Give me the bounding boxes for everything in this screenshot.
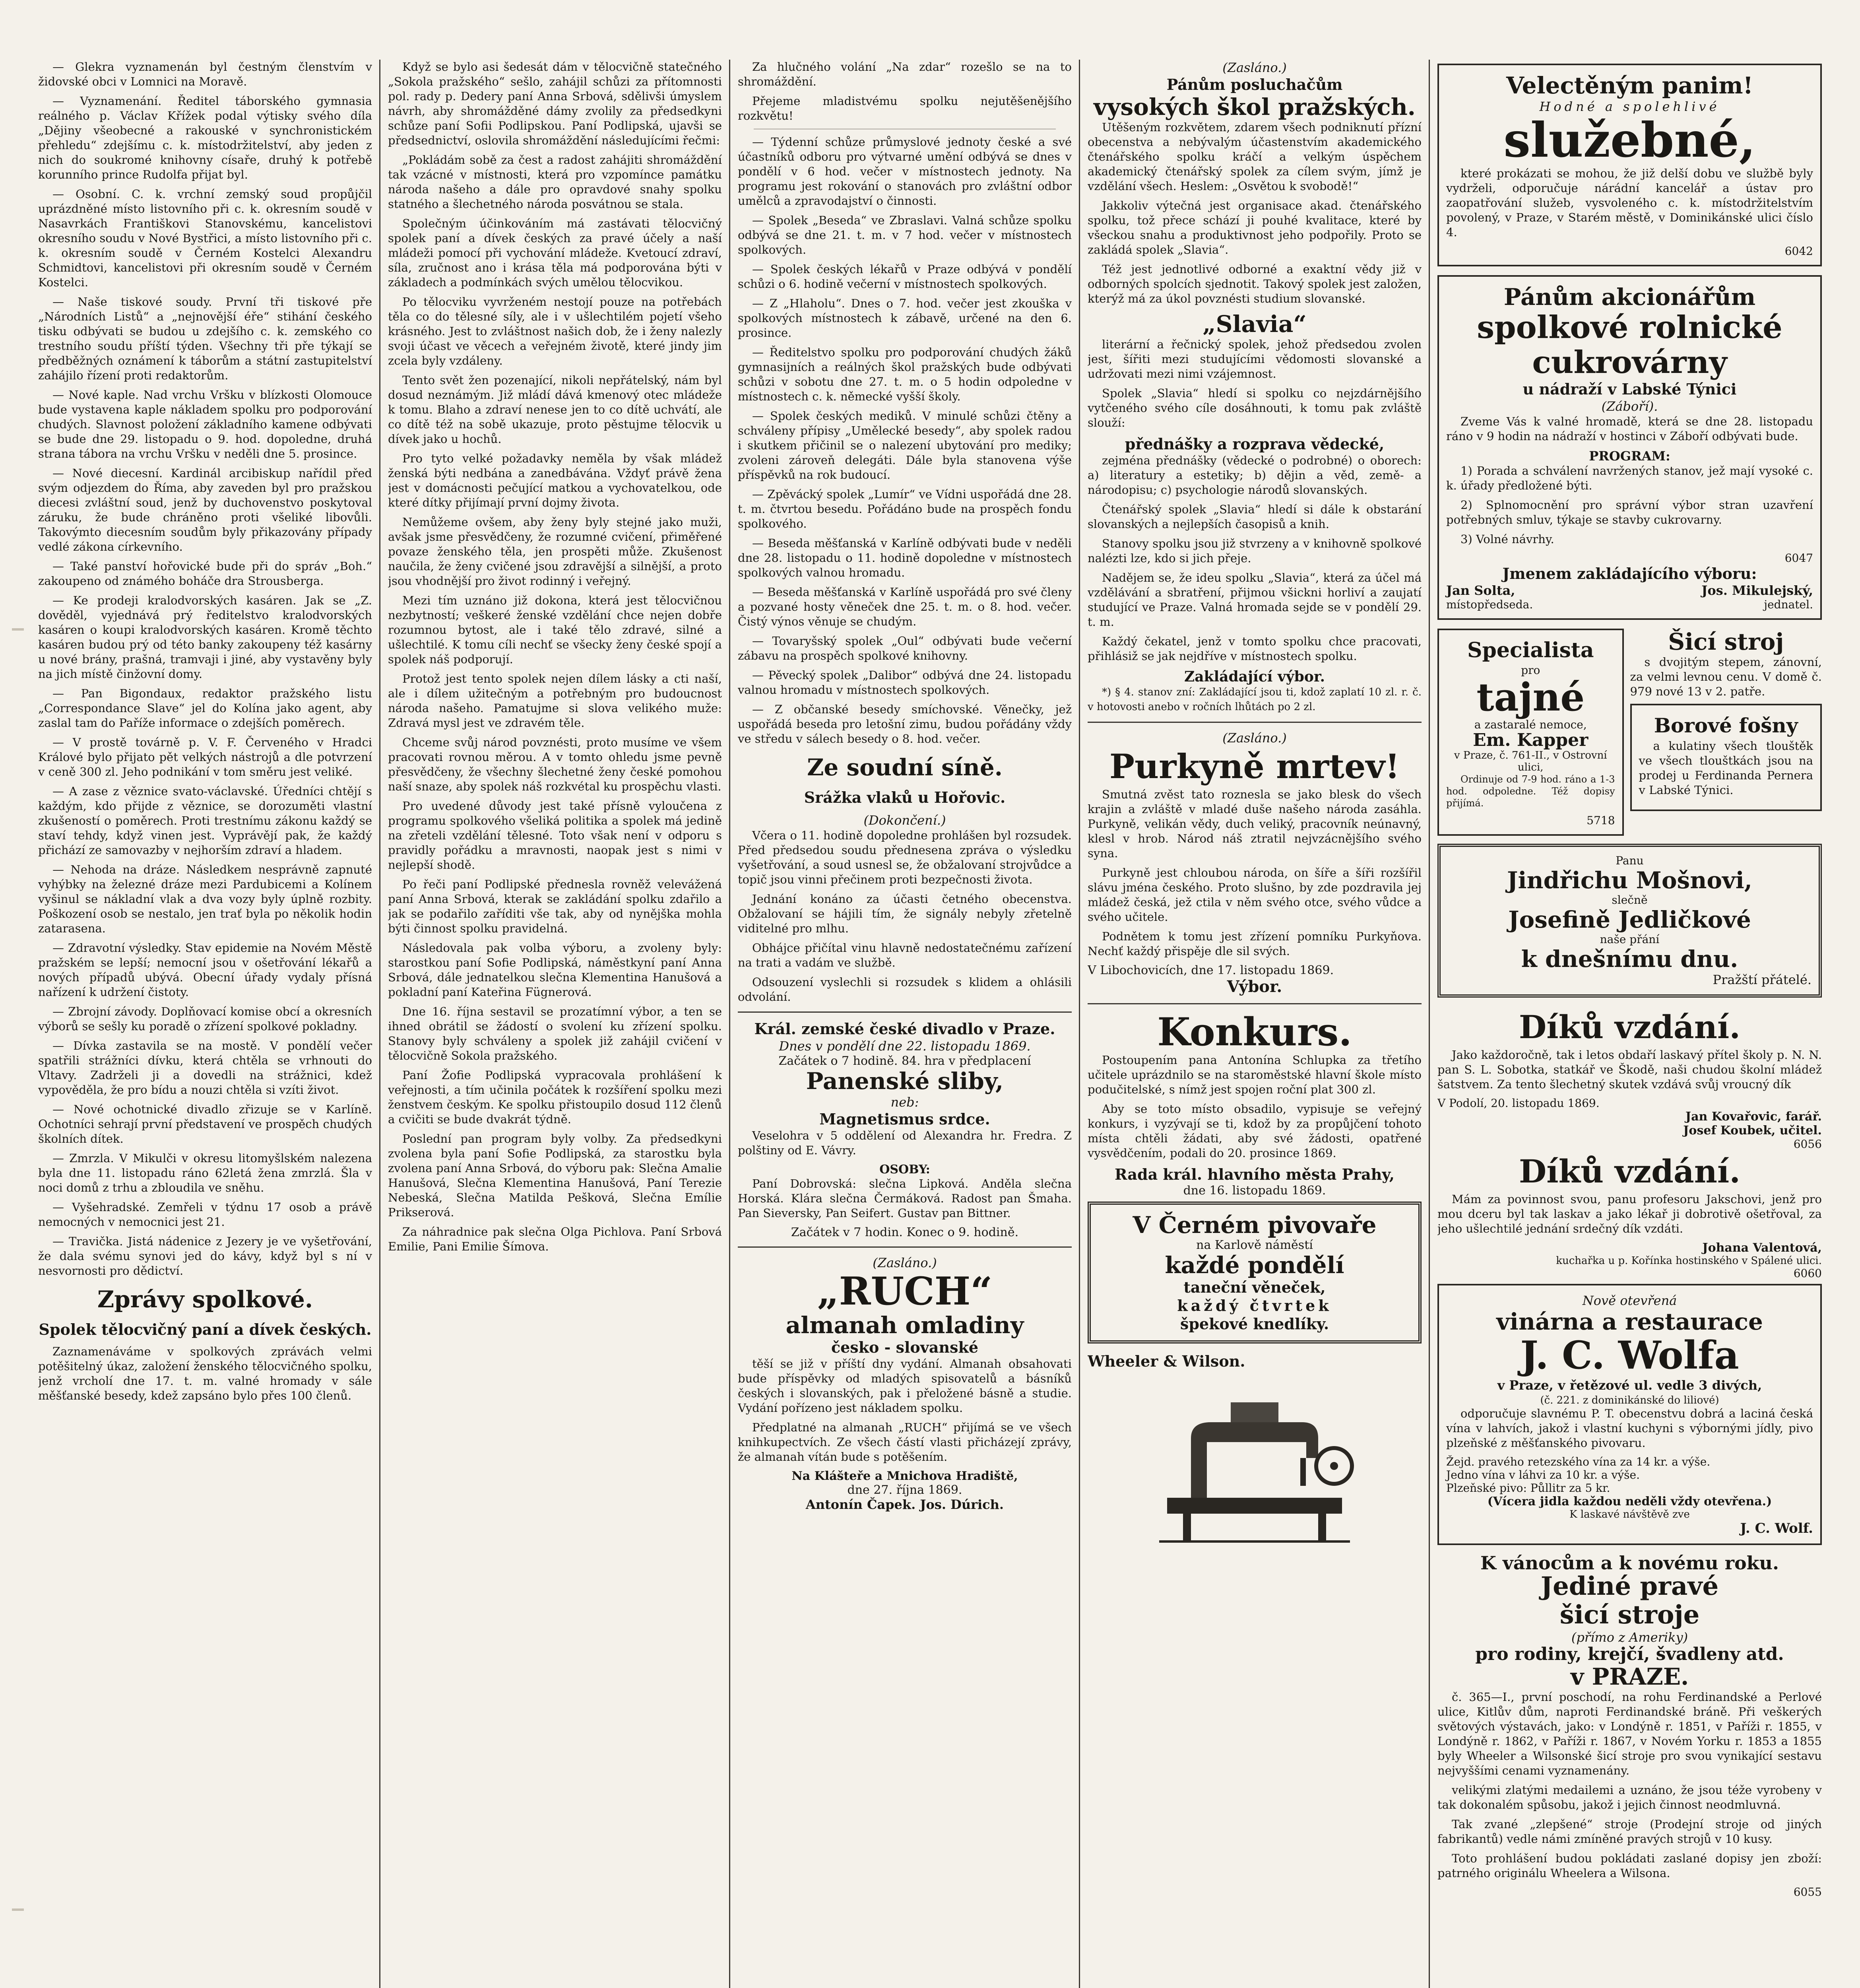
article-body: Nemůžeme ovšem, aby ženy byly stejné jako muži, avšak jsme přesvědčeny, že rozumné cvičení, přiměřené povaze ženského těla, jen prospěti může. Zkušenost naučila, že ženy cvičené jsou zdravější a silnější, a proto jsou vhodnější pro život rodinný i veřejný. <box>388 515 722 588</box>
news-item: — Zbrojní závody. Doplňovací komise obcí a okresních výborů se sešly ku poradě o zřízení spolkové pokladny. <box>38 1005 372 1033</box>
news-item: — Nové kaple. Nad vrchu Vršku v blízkosti Olomouce bude vystavena kaple nákladem spolku pro podporování chudých. Slavnost položení základního kamene odbývati se bude dne 29. listopadu o 9. hod. dopoledne, druhá strana tábora na vrchu Vršku v neděli dne 5. prosince. <box>38 388 372 460</box>
konkurs-title: Konkurs. <box>1157 1010 1352 1054</box>
ad-body: 2) Splnomocnění pro správní výbor stran uzavření potřebných smluv, týkaje se stavby cukrovarny. <box>1446 498 1813 526</box>
news-item: — Spolek „Beseda“ ve Zbraslavi. Valná schůze spolku odbývá se dne 21. t. m. v 7 hod. večer v místnostech spolkových. <box>738 214 1072 256</box>
article-body: těší se již v příští dny vydání. Almanah obsahovati bude příspěvky od mladých spisovatelů a básníků českých i slovanských, pak i přeložené básně a studie. Vydání pořízeno jest nákladem spolku. <box>738 1357 1072 1415</box>
ad-heading: Em. Kapper <box>1473 730 1588 750</box>
news-item: — Nové diecesní. Kardinál arcibiskup nařídil před svým odjezdem do Říma, aby zaveden byl pro pražskou diecesi zvláštní soud, jenž by duchovenstvo poskytoval záruku, že bude chráněno proti všeliké libovůli. Takovýmto diecesním soudům byly přikazovány případy vedlé zákona církevního. <box>38 466 372 553</box>
article-body: Jednání konáno za účasti četného obecenstva. Obžalovaní se hájili tím, že signály nebyly zřetelně viditelné pro mlhu. <box>738 892 1072 935</box>
news-item: — Nehoda na dráze. Následkem nesprávně zapnuté vyhýbky na železné dráze mezi Pardubicemi a Kolínem vyšinul se nákladní vlak a dva vozy byly úplně rozbity. Poškození osob se nestalo, jen trať byla po několik hodin zatarasena. <box>38 863 372 935</box>
sign-place: V Podolí, 20. listopadu 1869. <box>1437 1097 1600 1110</box>
news-item: — Spolek českých mediků. V minulé schůzi čtěny a schváleny přípisy „Umělecké besedy“, aby spolek radou i skutkem přičinil se o nalezení ubytování pro mediky; zvoleni zároveň delegáti. Dále byla stanovena výše příspěvků na rok budoucí. <box>738 409 1072 481</box>
ad-number: 6056 <box>1793 1138 1822 1151</box>
ad-specialista <box>1437 629 1624 836</box>
article-body: Pro tyto velké požadavky neměla by však mládež ženská býti nedbána a zanedbávána. Vždyť právě žena jest v domácnosti pečující matkou a vychovatelkou, ode které dítky přijímají první dojmy života. <box>388 452 722 509</box>
play-title: Magnetismus srdce. <box>819 1110 990 1128</box>
cast-list: Paní Dobrovská: slečna Lipková. Anděla slečna Horská. Klára slečna Čermáková. Radost pan Šmaha. Pan Sieversky, Pan Seifert. Gustav pan Bittner. <box>738 1177 1072 1220</box>
ad-heading: Pánům akcionářům <box>1503 283 1756 311</box>
sign-date: dne 27. října 1869. <box>847 1483 962 1497</box>
news-item: — Z občanské besedy smíchovské. Věnečky, jež uspořádá beseda pro letošní zimu, budou pořádány vždy ve středu v sálech besedy o 8. hod. večer. <box>738 703 1072 746</box>
ad-cukrovarna <box>1437 275 1822 620</box>
ad-line: v Praze, č. 761-II., v Ostrovní ulici, <box>1454 749 1607 773</box>
news-item: — Také panství hořovické bude při do správ „Boh.“ zakoupeno od známého boháče dra Strousberga. <box>38 559 372 588</box>
article-body: Smutná zvěst tato roznesla se jako blesk do všech krajin a zvláště v mladé duše našeho národa zasáhla. Purkyně, velikán vědy, duch veliký, pracovník neúnavný, klesl v hrob. Národ náš ztratil nejvzácnějšího svého syna. <box>1088 788 1422 860</box>
ad-column <box>1630 629 1822 836</box>
sewing-machine-illustration <box>1135 1378 1374 1545</box>
ad-number: 6047 <box>1784 551 1813 565</box>
article-body: Za hlučného volání „Na zdar“ rozešlo se na to shromáždění. <box>738 60 1072 88</box>
ad-body: Toto prohlášení budou pokládati zaslané dopisy jen zboží: patrného originálu Wheelera a Wilsona. <box>1437 1852 1822 1880</box>
ad-heading: Velectěným panim! <box>1506 72 1753 99</box>
ad-line: pro <box>1521 664 1540 677</box>
article-body: Za náhradnice pak slečna Olga Pichlova. Paní Srbová Emilie, Pani Emilie Šímova. <box>388 1225 722 1253</box>
article-body: Obhájce přičítal vinu hlavně nedostatečnému zařízení na trati a vadám ve službě. <box>738 941 1072 969</box>
divider <box>1088 1003 1422 1004</box>
article-body: Podnětem k tomu jest zřízení pomníku Purkyňova. Nechť každý přispěje dle sil svých. <box>1088 930 1422 958</box>
article-heading: Spolek tělocvičný paní a dívek českých. <box>39 1320 372 1338</box>
column-rule <box>379 60 380 1988</box>
article-body: Po řeči paní Podlipské přednesla rovněž velevážená paní Anna Srbová, kterak se zakládání spolku zdařilo a jak se podařilo zaříditi vše tak, aby od nynějška mohla býti činnost spolku pravidelná. <box>388 878 722 935</box>
news-item: — Beseda měšťanská v Karlíně odbývati bude v neděli dne 28. listopadu o 11. hodině dopoledne v místnostech spolkových valnou hromadu. <box>738 536 1072 579</box>
column-5 <box>1437 60 1822 1988</box>
thanks-heading: Díků vzdání. <box>1519 1008 1741 1046</box>
price-line: Jedno vína v láhvi za 10 kr. a výše. <box>1446 1468 1640 1481</box>
signature-role: jednatel. <box>1764 598 1813 611</box>
article-body: Po tělocviku vyvrženém nestojí pouze na potřebách těla co do tělesné síly, ale i v ušlechtilém pojetí všeho krásného. Jest to zvláštnost našich dob, že i ženy nalezly svoji účast ve věcech a veřejném životě, které jindy jim zcela byly vzdáleny. <box>388 295 722 367</box>
ad-heading: spolkové rolnické <box>1477 309 1782 346</box>
article-body: Protož jest tento spolek nejen dílem lásky a cti naší, ale i dílem užitečným a potřebným pro budoucnost národa našeho. Pamatujme si slova velikého muže: Zdravá mysl jest ve zdravém těle. <box>388 672 722 730</box>
theatre-line: Začátek o 7 hodině. 84. hra v předplacení <box>778 1054 1031 1068</box>
ruch-subtitle: česko - slovanské <box>831 1338 979 1356</box>
slavia-title: „Slavia“ <box>1203 311 1307 338</box>
signature: Jan Solta, <box>1446 583 1515 598</box>
ad-heading: vinárna a restaurace <box>1496 1308 1763 1335</box>
article-body: Pro uvedené důvody jest také přísně vyloučena z programu spolkového všeliká politika a spolek má jedině na zřeteli vzdělání tělesné. Toto však není v odporu s pravidly pořádku a mravnosti, naopak jest s nimi v nejlepší shodě. <box>388 799 722 872</box>
signature: J. C. Wolf. <box>1740 1520 1813 1536</box>
ad-heading: cukrovárny <box>1532 344 1727 381</box>
ad-heading: k dnešnímu dnu. <box>1521 945 1738 973</box>
ad-body: odporučuje slavnému P. T. obecenstvu dobrá a laciná česká vína v lahvích, jakož i vlastní kuchyni s výbornými jídly, pivo plzeňské z měšťanského pivovaru. <box>1446 1407 1813 1450</box>
ad-line: slečně <box>1612 893 1648 907</box>
ad-line: každý čtvrtek <box>1177 1297 1332 1314</box>
ruch-subtitle: almanah omladiny <box>786 1312 1024 1339</box>
ad-sluzebne <box>1437 64 1822 266</box>
ad-heading: Specialista <box>1467 638 1594 662</box>
ad-line: Nově otevřená <box>1582 1293 1677 1308</box>
ad-vinarna <box>1437 1284 1822 1545</box>
news-item: — Týdenní schůze průmyslové jednoty české a své účastníků odboru pro výtvarné umění odbývá se dnes v pondělí v 6 hod. večer v místnostech jednoty. Na programu jest rokování o stanovách pro zvláštní odbor umělců a zpravodajství o činnosti. <box>738 135 1072 208</box>
article-body: Aby se toto místo obsadilo, vypisuje se veřejný konkurs, i vyzývají se ti, kdož by za propůjčení tohoto místa chtěli žádati, aby své žádosti, opatřené vysvědčením, podali do 20. prosince 1869. <box>1088 1102 1422 1160</box>
article-body: Včera o 11. hodině dopoledne prohlášen byl rozsudek. Před předsedou soudu přednesena zpráva o výsledku vyšetřování, a soud usnesl se, že obžalovaní strojvůdce a topič jsou vinni přečinem proti bezpečnosti života. <box>738 829 1072 886</box>
ad-line: K laskavé návštěvě zve <box>1569 1508 1690 1520</box>
news-item: — Zmrzla. V Mikulči v okresu litomyšlském nalezena byla dne 11. listopadu ráno 62letá žena zmrzlá. Šla v noci domů z trhu a zbloudila ve sněhu. <box>38 1151 372 1194</box>
ad-line: a zastaralé nemoce, <box>1474 718 1587 731</box>
article-body: literární a řečnický spolek, jehož předsedou zvolen jest, šířiti mezi studujícími vědomosti slovanské a udržovati mezi nimi vzájemnost. <box>1088 338 1422 381</box>
ad-number: 5718 <box>1587 814 1615 827</box>
ww-brand: Wheeler & Wilson. <box>1088 1352 1245 1370</box>
section-heading: Zprávy spolkové. <box>97 1286 313 1313</box>
binding-mark <box>12 628 24 631</box>
ad-line: (č. 221. z dominikánské do liliové) <box>1540 1394 1719 1406</box>
article-body: Paní Žofie Podlipská vypracovala prohlášení k veřejnosti, a tím učinila počátek k rozšíření spolku mezi ženstvem českým. Ke spolku přistoupilo dosud 112 členů a cvičiti se bude dvakrát týdně. <box>388 1068 722 1126</box>
article-body: Nadějem se, že ideu spolku „Slavia“, která za účel má vzdělávání a sbratření, přijmou všickni horliví a zaujatí studující ve Praze. Valná hromada sejde se v pondělí 29. t. m. <box>1088 571 1422 629</box>
thanks-body: Mám za povinnost svou, panu profesoru Jakschovi, jenž pro mou dceru byl tak laskav a jako lékař ji dobrotivě ošetřoval, za jeho ušlechtilé jednání srdečný dík vzdáti. <box>1437 1192 1822 1235</box>
news-item: — Tovaryšský spolek „Oul“ odbývati bude večerní zábavu na prospěch spolkové knihovny. <box>738 634 1072 662</box>
article-body: Každý čekatel, jenž v tomto spolku chce pracovati, přihlásiž se jak nejdříve v místnostech spolku. <box>1088 635 1422 663</box>
ad-number: 6055 <box>1793 1885 1822 1899</box>
ad-line: naše přání <box>1600 933 1660 946</box>
ad-subheading: (Záboří). <box>1601 399 1658 414</box>
ad-heading: J. C. Wolfa <box>1520 1333 1739 1378</box>
play-description: Veselohra v 5 oddělení od Alexandra hr. Fredra. Z polštiny od E. Vávry. <box>738 1129 1072 1157</box>
column-rule <box>1079 60 1080 1988</box>
ad-line: Panu <box>1616 854 1644 867</box>
thanks-body: Jako každoročně, tak i letos obdaří laskavý přítel školy p. N. N. pan S. L. Sobotka, statkář ve Škodě, naši chudou školní mládež šatstvem. Za tento šlechetný skutek vzdává svůj vroucný dík <box>1437 1048 1822 1091</box>
article-body: Následovala pak volba výboru, a zvoleny byly: starostkou paní Sofie Podlipská, náměstkyní paní Anna Srbová, dále jednatelkou slečna Klementina Hanušová a pokladní paní Kateřina Fügnerová. <box>388 941 722 999</box>
ad-number: 6060 <box>1793 1267 1822 1280</box>
ad-body: Ordinuje od 7-9 hod. ráno a 1-3 hod. odpoledne. Též dopisy přijímá. <box>1446 774 1615 809</box>
price-line: Žejd. pravého retezského vína za 14 kr. a výše. <box>1446 1455 1711 1468</box>
sign-place: V Libochovicích, dne 17. listopadu 1869. <box>1088 963 1334 977</box>
ad-heading: u nádraží v Labské Týnici <box>1523 380 1737 398</box>
play-title: Panenské sliby, <box>806 1068 1004 1095</box>
cast-heading: OSOBY: <box>879 1163 930 1176</box>
divider <box>1088 722 1422 723</box>
signature: Josef Koubek, učitel. <box>1683 1124 1822 1138</box>
news-item: — Vyznamenání. Ředitel táborského gymnasia reálného p. Václav Křížek podal výtisky svého díla „Dějiny všeobecné a rakouské v synchronistickém přehledu“ zdejšímu c. k. místodržitelství, aby jeden z nich do soukromé knihovny císaře, druhý k potřebě korunního prince Rudolfa přijat byl. <box>38 94 372 181</box>
ad-prani <box>1437 844 1822 998</box>
signature: Jan Kovařovic, farář. <box>1685 1110 1822 1124</box>
ad-line: špekové knedlíky. <box>1180 1315 1329 1333</box>
ad-heading: Pánům posluchačům <box>1166 76 1343 93</box>
news-item: — Nové ochotnické divadlo zřizuje se v Karlíně. Ochotníci sehrají první představení ve prospěch chudých školních dítek. <box>38 1103 372 1145</box>
article-body: Přejeme mladistvému spolku nejutěšenějšího rozkvětu! <box>738 94 1072 122</box>
newspaper-page <box>38 60 1822 1988</box>
column-2 <box>388 60 722 1988</box>
binding-mark <box>12 1908 24 1911</box>
article-body: Jakkoliv výtečná jest organisace akad. čtenářského spolku, tož přece schází ji pouhé kvalitace, které by všeckou snahu a produktivnost jeho podpořily. Proto se zakládá spolek „Slavia“. <box>1088 199 1422 256</box>
divider <box>738 1011 1072 1013</box>
ad-heading: v PRAZE. <box>1570 1663 1689 1690</box>
article-body: Stanovy spolku jsou již stvrzeny a v knihovně spolkové nalézti lze, kdo si jich přeje. <box>1088 537 1422 565</box>
theatre-end: Začátek v 7 hodin. Konec o 9. hodině. <box>791 1225 1019 1239</box>
news-item: — Glekra vyznamenán byl čestným členstvím v židovské obci v Lomnici na Moravě. <box>38 60 372 88</box>
news-item: — Travička. Jistá nádenice z Jezery je ve vyšetřování, že dala svému synovi jed do kávy, když byl s ní v nesvornosti pro dědictví. <box>38 1235 372 1277</box>
ad-heading: Jindřichu Mošnovi, <box>1507 867 1752 894</box>
signature: Johana Valentová, <box>1702 1241 1822 1255</box>
ad-heading: vysokých škol pražských. <box>1094 93 1416 120</box>
zaslano-label: (Zasláno.) <box>1222 730 1287 746</box>
news-item: — A zase z věznice svato-václavské. Úředníci chtějí s každým, kdo přijde z věznice, se dorozuměti vlastní zkušeností o poměrech. Proti trestnímu zákonu každý se staví tehdy, když vinen jest. Vyprávějí pak, že každý přichází ze samovazby v nejhorším zdraví a hladem. <box>38 784 372 857</box>
news-item: — Vyšehradské. Zemřeli v týdnu 17 osob a právě nemocných v nemocnici jest 21. <box>38 1200 372 1229</box>
ad-place: na Karlově náměstí <box>1196 1238 1313 1252</box>
ad-heading: tajné <box>1476 675 1585 720</box>
article-body: Předplatné na almanah „RUCH“ přijímá se ve všech knihkupectvích. Ze všech částí vlasti přicházejí zprávy, že almanah vítán bude s potěšením. <box>738 1421 1072 1464</box>
price-line: Plzeňské pivo: Půllitr za 5 kr. <box>1446 1481 1610 1495</box>
zaslano-label: (Zasláno.) <box>1222 60 1287 75</box>
news-item: — Beseda měšťanská v Karlíně uspořádá pro své členy a pozvané hosty věneček dne 25. t. m. o 8. hod. večer. Čistý výnos věnuje se chudým. <box>738 585 1072 628</box>
ad-program: PROGRAM: <box>1589 448 1670 464</box>
ad-body: s dvojitým stepem, zánovní, za velmi levnou cenu. V domě č. 979 nové 13 v 2. patře. <box>1630 655 1822 698</box>
ad-fosny <box>1630 704 1822 811</box>
ad-body: a kulatiny všech tlouštěk ve všech tlouštkách jsou na prodej u Ferdinanda Pernera v Labské Týnici. <box>1639 739 1813 797</box>
article-body: Postoupením pana Antonína Schlupka za třetího učitele uprázdnilo se na staroměstské hlavní škole místo podučitelské, s nímž jest spojen roční plat 300 zl. <box>1088 1053 1422 1096</box>
ad-heading: K vánocům a k novému roku. <box>1480 1552 1779 1574</box>
news-item: — Zpěvácký spolek „Lumír“ ve Vídni uspořádá dne 28. t. m. čtvrtou besedu. Pořádáno bude na prospěch fondu spolkového. <box>738 487 1072 530</box>
ad-heading: Jediné pravé <box>1540 1571 1719 1601</box>
news-item: — Dívka zastavila se na mostě. V pondělí večer spatřili strážníci dívku, která chtěla se vrhnouti do Vltavy. Zadrželi ji a dovedli na strážnici, kdež vypověděla, že pro bídu a nouzi chtěla si vzíti život. <box>38 1039 372 1097</box>
column-rule <box>1429 60 1430 1988</box>
article-body: Dne 16. října sestavil se prozatímní výbor, a ten se ihned obrátil se žádostí o svolení ku zřízení spolku. Stanovy byly schváleny a spolek již zahájil cvičení v tělocvičně Sokola pražského. <box>388 1005 722 1062</box>
ad-line: (přímo z Ameriky) <box>1571 1630 1688 1645</box>
sign-place: Na Klášteře a Mnichova Hradiště, <box>791 1469 1018 1483</box>
authority: Rada král. hlavního města Prahy, <box>1114 1165 1395 1183</box>
article-body: Purkyně jest chloubou národa, on šíře a šíři rozšířil slávu jména českého. Proto slušno, by zde pozdravila jej mládež česká, jež ctila v něm svého otce, svého vůdce a svého učitele. <box>1088 866 1422 924</box>
article-body: Utěšeným rozkvětem, zdarem všech podniknutí přízní obecenstva a nebývalým účastenstvím akademického čtenářského spolku kráčí a velkým úspěchem akademický čtenářský spolek za cílem svým, jímž je vzdělání všech. Heslem: „Osvětou k svobodě!“ <box>1088 120 1422 193</box>
ad-line: taneční věneček, <box>1183 1278 1326 1296</box>
news-item: — Pěvecký spolek „Dalibor“ odbývá dne 24. listopadu valnou hromadu v místnostech spolkových. <box>738 668 1072 697</box>
ad-body: č. 365—I., první poschodí, na rohu Ferdinandské a Perlové ulice, Kitlův dům, naproti Ferdinandské bráně. Při veškerých světových výstavách, jako: v Londýně r. 1851, v Paříži r. 1855, v Londýně r. 1862, v Paříži r. 1867, v Novém Yorku r. 1853 a 1855 byly Wheeler a Wilsonské šicí stroje pro svou vynikající sestavu nejvyššími cenami vyznamenány. <box>1437 1690 1822 1777</box>
article-body: Zaznamenáváme v spolkových zprávách velmi potěšitelný úkaz, založení ženského tělocvičného spolku, jenž vrcholí dne 17. t. m. valné hromady v sále měšťanské besedy, kdež zapsáno bylo přes 100 členů. <box>38 1345 372 1402</box>
article-heading: Srážka vlaků u Hořovic. <box>804 788 1006 806</box>
article-body: zejména přednášky (vědecké o podrobné) o oborech: a) literatury a estetiky; b) dějin a věd, země- a národopisu; c) psychologie národů slovanských. <box>1088 454 1422 497</box>
column-3 <box>738 60 1072 1988</box>
play-note: neb: <box>890 1095 919 1110</box>
column-1 <box>38 60 372 1988</box>
signature: Pražští přátelé. <box>1713 972 1812 987</box>
signature: Jos. Mikulejský, <box>1701 583 1813 598</box>
ad-heading: Borové fošny <box>1654 714 1798 737</box>
news-item: — Spolek českých lékařů v Praze odbývá v pondělí schůzi o 6. hodině večerní v místnostech spolkových. <box>738 262 1072 291</box>
news-item: — Osobní. C. k. vrchní zemský soud propůjčil uprázdněné místo listovního při c. k. okresním soudě v Nasavrkách Františkovi Stanovskému, kancelistovi okresního soudu v Nové Bystřici, a místo listovního při c. k. okresním soudě v Černém Kostelci Alexandru Schmidtovi, kancelistovi při okresním soudě v Černém Kostelci. <box>38 187 372 289</box>
theatre-date: Dnes v pondělí dne 22. listopadu 1869. <box>779 1039 1031 1054</box>
ad-pivovar <box>1088 1202 1422 1343</box>
ad-heading: šicí stroje <box>1559 1600 1700 1630</box>
ad-body: které prokázati se mohou, že již delší dobu ve službě byly vydrželi, odporučuje nárádní kancelář a ústav pro zaopatřování služeb, vysvoleného c. k. místodržitelstvím povolený, v Praze, v Starém městě, v Dominikánské ulici číslo 4. <box>1446 167 1813 239</box>
news-item: — Ke prodeji kralodvorských kasáren. Jak se „Z. dověděl, vyjednává prý ředitelstvo kralodvorských kasáren o koupi kralodvorských kasáren. Kromě těchto kasáren budou prý od této banky zakoupeny též kasárny u nové brány, prašná, tramvaji i jiné, aby vystavěny byly na jich místě činžovní domy. <box>38 594 372 681</box>
ad-heading: pro rodiny, krejčí, švadleny atd. <box>1475 1644 1784 1664</box>
ad-number: 6042 <box>1784 245 1813 258</box>
column-rule <box>729 60 730 1988</box>
ad-line: (Vícera jidla každou neděli vždy otevřena.) <box>1487 1495 1772 1508</box>
news-item: — V prostě továrně p. V. F. Červeného v Hradci Králové bylo přijato pět velkých nástrojů a dle potvrzení v ceně 300 zl. Jeho podnikání v tom směru jest veliké. <box>38 736 372 779</box>
authority-date: dne 16. listopadu 1869. <box>1183 1184 1326 1198</box>
thanks-heading: Díků vzdání. <box>1519 1153 1741 1190</box>
zaslano-label: (Zasláno.) <box>873 1255 937 1270</box>
ad-heading: V Černém pivovaře <box>1133 1211 1377 1239</box>
ad-heading: Josefině Jedličkové <box>1508 906 1751 933</box>
article-body: Též jest jednotlivé odborné a exaktní vědy již v odborných spolcích sjednotit. Takový spolek jest založen, kterýž má za úkol povznésti studium slovanské. <box>1088 262 1422 305</box>
article-body: Čtenářský spolek „Slavia“ hledí si dále k obstarání slovanských a nejlepších časopisů a knih. <box>1088 503 1422 531</box>
article-body: „Pokládám sobě za čest a radost zahájiti shromáždění tak vzácné v místnosti, která pro vzpomínce památku národa našeho a dále pro opravdové snahy spolku statného a šlechetného národa posvátnou se stala. <box>388 153 722 211</box>
theatre-heading: Král. zemské české divadlo v Praze. <box>754 1020 1055 1038</box>
signature-role: kuchařka u p. Kořínka hostinského v Spálené ulici. <box>1556 1255 1822 1267</box>
signatures: Antonín Čapek. Jos. Dúrich. <box>805 1497 1004 1512</box>
ad-title: služebné, <box>1503 112 1756 168</box>
ad-line: Jmenem zakládajícího výboru: <box>1502 565 1757 582</box>
ad-signature-roles <box>1446 598 1813 611</box>
ad-body: 3) Volné návrhy. <box>1460 532 1554 546</box>
article-body: Mezi tím uznáno již dokona, která jest tělocvičnou nezbytností; veškeré ženské vzdělání chce nejen dobře rozumnou bytost, ale i také tělo zdravé, silné a ušlechtilé. K tomu cíli nechť se všecky ženy české spojí a spolek náš podporují. <box>388 594 722 666</box>
purkyne-title: Purkyně mrtev! <box>1109 747 1400 786</box>
news-item: — Ředitelstvo spolku pro podporování chudých žáků gymnasijních a reálných škol pražských bude odbývati schůzi v sobotu dne 27. t. m. o 5 hodin odpoledne v místnostech c. k. německé vyšší školy. <box>738 346 1072 403</box>
ad-body: velikými zlatými medailemi a uznáno, že jsou téže vyrobeny v tak dokonalém spůsobu, jakož i jejich činnost neodmluvná. <box>1437 1783 1822 1811</box>
ad-heading: Šicí stroj <box>1668 628 1784 655</box>
article-body: Když se bylo asi šedesát dám v tělocvičně statečného „Sokola pražského“ sešlo, zahájil schůzi za přítomnosti pol. rady p. Dedery paní Anna Srbová, sdělivši úmyslem návrh, aby shromážděné dámy zvolily za předsedkyni schůze paní Sofii Podlipskou. Paní Podlipská, ujavši se předsednictví, oslovila shromáždění následujícími řečmi: <box>388 60 722 147</box>
signature-role: místopředseda. <box>1446 598 1533 611</box>
ad-line: v Praze, v řetězové ul. vedle 3 divých, <box>1497 1378 1762 1393</box>
signature: Výbor. <box>1227 977 1282 996</box>
news-item: — Zdravotní výsledky. Stav epidemie na Novém Městě pražském se lepší; nemocní jsou v ošetřování lékařů a nových případů ubývá. Obecní úřady vydaly přísná nařízení k udržení čistoty. <box>38 941 372 999</box>
ad-line: každé pondělí <box>1165 1252 1344 1279</box>
column-4 <box>1088 60 1422 1988</box>
ruch-title: „RUCH“ <box>817 1269 993 1314</box>
divider <box>738 1246 1072 1248</box>
ad-row <box>1437 629 1822 836</box>
article-body: Tento svět žen pozenající, nikoli nepřátelský, nám byl dosud neznámým. Již mládí dává kmenový otec mládeže k tomu. Blaho a zdraví nenese jen to co dítě uchvátí, ale co dítě též na sobě ukazuje, proto pěstujme tělocvik u dívek jako u hochů. <box>388 373 722 446</box>
news-item: — Pan Bigondaux, redaktor pražského listu „Correspondance Slave“ jel do Kolína jako agent, aby zaslal tam do Paříže informace o zdejších poměrech. <box>38 687 372 730</box>
article-body: Poslední pan program byly volby. Za předsedkyni zvolena byla paní Sofie Podlipská, za starostku byla zvolena paní Anna Srbová, do výboru pak: Slečna Amalie Hanušová, Slečna Klementina Hanušová, Paní Terezie Nebeská, Slečna Matilda Pešková, Slečna Emílie Prikserová. <box>388 1132 722 1219</box>
article-heading: přednášky a rozprava vědecké, <box>1125 435 1385 453</box>
signature: Zakládající výbor. <box>1184 668 1325 685</box>
section-heading: Ze soudní síně. <box>807 754 1003 781</box>
ad-body: 1) Porada a schválení navržených stanov, jež mají vysoké c. k. úřady předložené býti. <box>1446 464 1813 492</box>
ad-body: Tak zvané „zlepšené“ stroje (Prodejní stroje od jiných fabrikantů) vedle námi zmíněné pravých strojů v 10 kusy. <box>1437 1817 1822 1846</box>
ad-body: Zveme Vás k valné hromadě, která se dne 28. listopadu ráno v 9 hodin na nádraží v hostinci v Záboří odbývati bude. <box>1446 415 1813 443</box>
news-item: — Naše tiskové soudy. První tři tiskové pře „Národních Listů“ a „nejnovější éře“ stihání českého tisku odbývati se budou u zdejšího c. k. zemského co trestního soudu příští týden. Všechny tři pře týkají se předběžných oznámení k táborům a státní zastupitelství zahájilo řízení proti redaktorům. <box>38 295 372 382</box>
article-body: Spolek „Slavia“ hledí si spolku co nejzdárnějšího vytčeného svého cíle dosáhnouti, k tomu pak zvláště slouží: <box>1088 386 1422 429</box>
article-body: Odsouzení vyslechli si rozsudek s klidem a ohlásili odvolání. <box>738 975 1072 1004</box>
article-subheading: (Dokončení.) <box>863 813 946 828</box>
ad-subheading: Hodné a spolehlivé <box>1539 99 1720 114</box>
article-body: Společným účinkováním má zastávati tělocvičný spolek paní a dívek českých za pravé účely a naší mládeži pomocí při vychování mládeže. Kvetoucí zdraví, síla, zručnost ano i krása těla má podporována býti v základech a podmínkách svých umělou tělocvikou. <box>388 217 722 289</box>
footnote: *) § 4. stanov zní: Zakládající jsou ti, kdož zaplatí 10 zl. r. č. v hotovosti anebo v ročních lhůtách po 2 zl. <box>1088 686 1422 713</box>
article-body: Chceme svůj národ povznésti, proto musíme ve všem pracovati rovnou měrou. A v tomto ohledu jsme pevně přesvědčeny, že všechny šlechetné ženy české pomohou naší snaze, aby spolek náš rozkvétal ku prospěchu vlasti. <box>388 736 722 793</box>
ad-signatures <box>1446 583 1813 598</box>
news-item: — Z „Hlaholu“. Dnes o 7. hod. večer jest zkouška v spolkových místnostech k zábavě, určené na den 6. prosince. <box>738 297 1072 340</box>
